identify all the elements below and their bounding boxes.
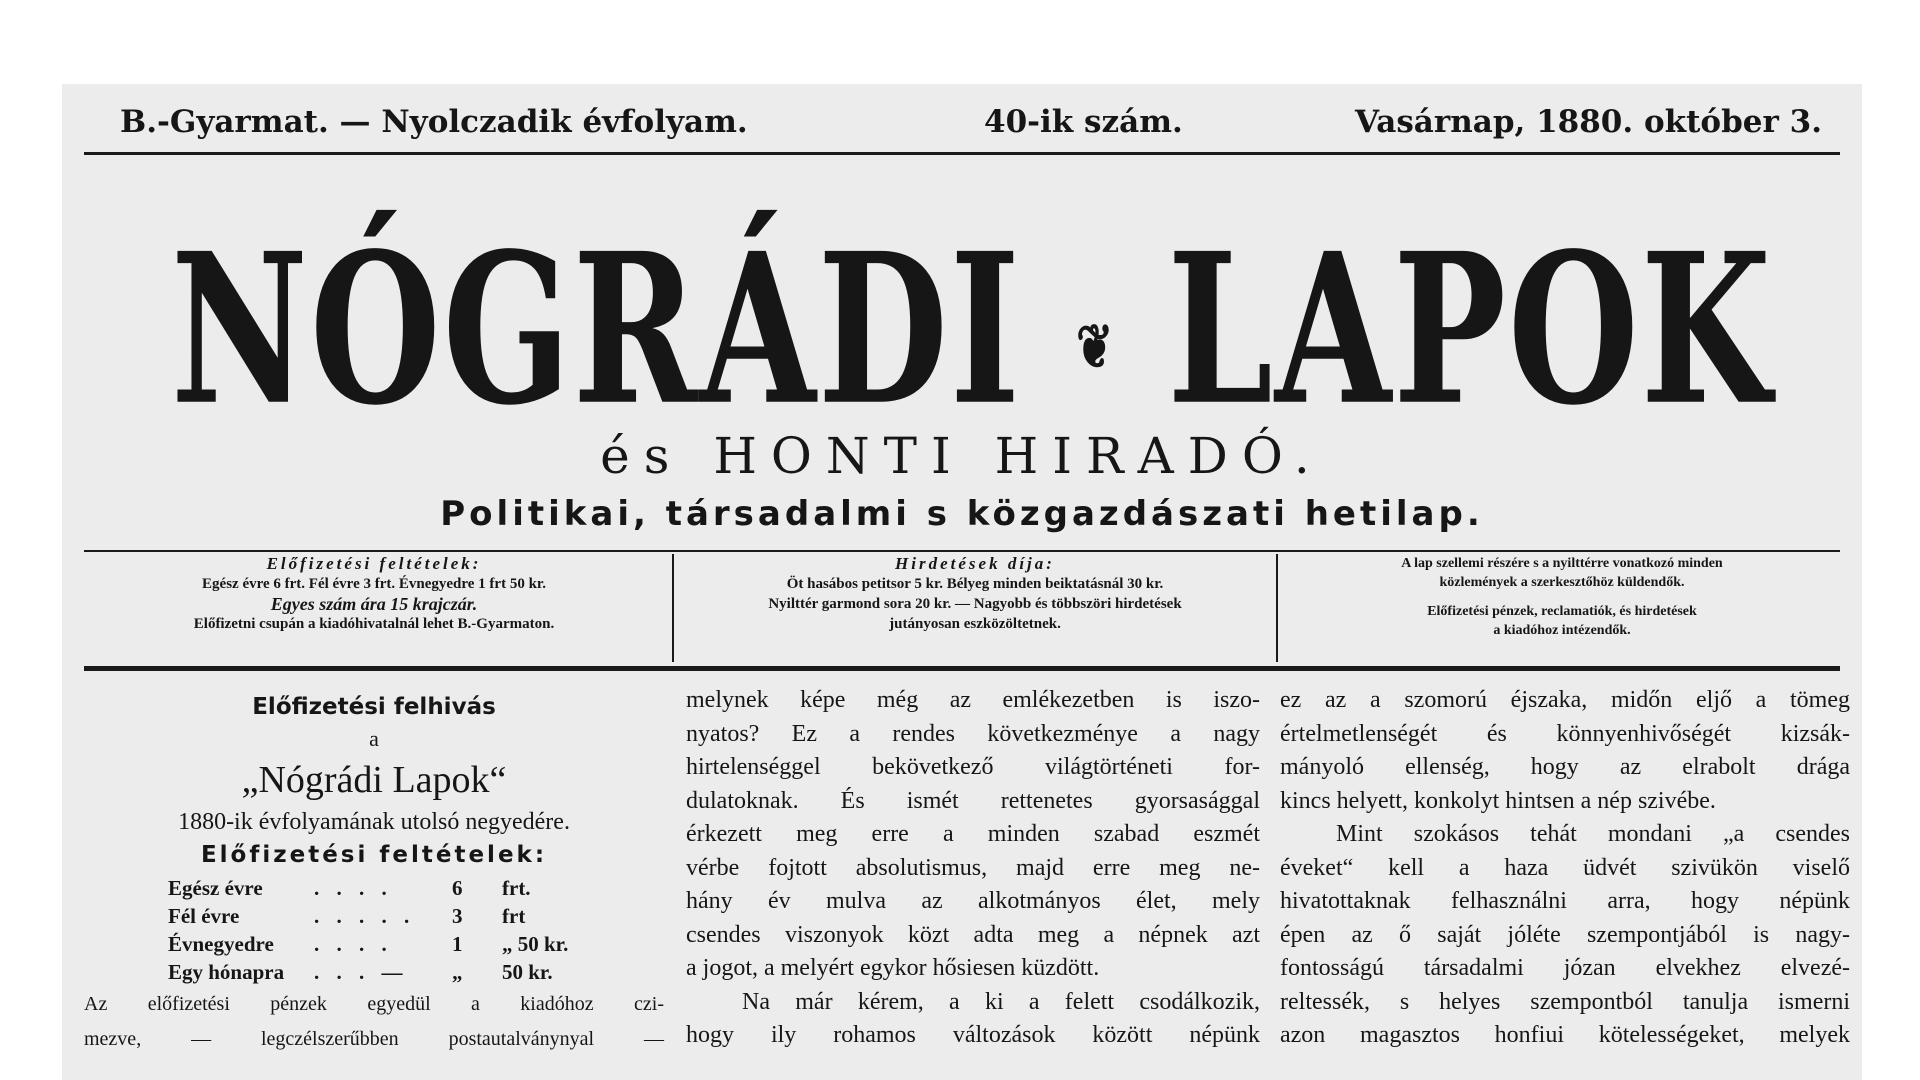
issue-number: 40-ik szám. bbox=[984, 104, 1183, 140]
editorial-line: közlemények a szerkesztőhöz küldendők. bbox=[1439, 575, 1685, 590]
editorial-line: A lap szellemi részére s a nyilttérre vonatkozó minden bbox=[1401, 556, 1723, 571]
text-line: fontosságú társadalmi józan elvekhez elvezé- bbox=[1280, 955, 1850, 981]
price-row bbox=[84, 900, 664, 928]
ornament-icon: ❦ bbox=[1076, 312, 1114, 383]
text-line: éveket“ kell a haza üdvét szivükön viselő bbox=[1280, 854, 1850, 881]
editorial-box bbox=[1284, 554, 1840, 640]
tagline: Politikai, társadalmi s közgazdászati hetilap. bbox=[440, 494, 1484, 534]
article-column-2 bbox=[686, 684, 1260, 1053]
subscription-call-column bbox=[84, 684, 664, 1054]
text-line: vérbe fojtott absolutismus, majd erre meg ne- bbox=[686, 854, 1260, 881]
ads-heading: Hirdetések díja: bbox=[895, 554, 1055, 573]
text-line: Mint szokásos tehát mondani „a csendes bbox=[1336, 821, 1850, 847]
price-unit: frt bbox=[502, 904, 526, 928]
text-line: mányoló ellenség, hogy az elrabolt drága bbox=[1280, 754, 1850, 780]
price-label: Fél évre bbox=[168, 904, 240, 928]
price-row bbox=[84, 872, 664, 900]
price-row bbox=[84, 928, 664, 956]
issue-date: Vasárnap, 1880. október 3. bbox=[1355, 104, 1822, 140]
title-word-1: NÓGRÁDI bbox=[170, 208, 1023, 452]
newspaper-page bbox=[62, 84, 1862, 1080]
call-note-line: mezve, — legczélszerűbben postautalványnyal — bbox=[84, 1028, 664, 1050]
terms-heading: Előfizetési feltételek: bbox=[200, 842, 548, 868]
text-line: a jogot, a melyért egykor hősiesen küzdött. bbox=[686, 955, 1100, 981]
issue-info-line bbox=[120, 104, 1822, 144]
text-line: értelmetlenségét és könnyenhivőségét kizsák- bbox=[1280, 720, 1850, 747]
text-line: dulatoknak. És ismét rettenetes gyorsasággal bbox=[686, 787, 1260, 814]
text-line: reltessék, s helyes szempontból tanulja ismerni bbox=[1280, 988, 1850, 1015]
price-label: Évnegyedre bbox=[168, 932, 274, 956]
price-amount: 1 bbox=[452, 932, 463, 956]
paper-name: „Nógrádi Lapok“ bbox=[241, 759, 507, 801]
band-divider bbox=[672, 554, 674, 662]
text-line: érkezett meg erre a minden szabad eszmét bbox=[686, 821, 1260, 847]
price-amount: 3 bbox=[452, 904, 463, 928]
top-rule bbox=[84, 152, 1840, 155]
subscription-line: Előfizetni csupán a kiadóhivatalnál lehet B.-Gyarmaton. bbox=[193, 616, 555, 632]
price-amount: „ bbox=[452, 960, 463, 984]
article-column-3 bbox=[1280, 684, 1850, 1053]
price-dots: . . . — bbox=[314, 960, 409, 984]
call-note-line: Az előfizetési pénzek egyedül a kiadóhoz czi- bbox=[84, 993, 664, 1015]
price-row bbox=[84, 956, 664, 984]
subscription-heading: Előfizetési feltételek: bbox=[266, 554, 482, 573]
single-copy-price: Egyes szám ára 15 krajczár. bbox=[270, 594, 478, 614]
price-amount: 6 bbox=[452, 876, 463, 900]
band-top-rule bbox=[84, 550, 1840, 552]
conditions-band bbox=[84, 554, 1840, 662]
ads-box bbox=[680, 554, 1270, 634]
text-line: azon magasztos honfiui kötelességeket, melyek bbox=[1280, 1022, 1850, 1048]
text-line: kincs helyett, konkolyt hintsen a nép szivébe. bbox=[1280, 787, 1716, 814]
text-line: hivatottaknak felhasználni arra, hogy népünk bbox=[1280, 888, 1850, 914]
price-unit: 50 kr. bbox=[502, 960, 553, 984]
editorial-line: a kiadóhoz intézendők. bbox=[1493, 623, 1631, 638]
text-line: hirtelenséggel bekövetkező világtörténeti for- bbox=[686, 754, 1260, 780]
ads-line: Öt hasábos petitsor 5 kr. Bélyeg minden beiktatásnál 30 kr. bbox=[786, 576, 1164, 592]
price-label: Egy hónapra bbox=[168, 960, 285, 984]
text-line: épen az ő saját jóléte szempontjából is nagy- bbox=[1280, 921, 1850, 948]
price-dots: . . . . bbox=[314, 932, 393, 956]
band-bottom-rule bbox=[84, 666, 1840, 671]
text-line: hány év mulva az alkotmányos élet, mely bbox=[686, 888, 1260, 914]
text-line: csendes viszonyok közt adta meg a népnek azt bbox=[686, 921, 1260, 948]
subtitle: és HONTI HIRADÓ. bbox=[600, 427, 1324, 485]
price-label: Egész évre bbox=[168, 876, 263, 900]
text-line: Na már kérem, a ki a felett csodálkozik, bbox=[742, 988, 1260, 1015]
subscription-line: Egész évre 6 frt. Fél évre 3 frt. Évnegyedre 1 frt 50 kr. bbox=[202, 576, 546, 592]
text-line: hogy ily rohamos változások között népünk bbox=[686, 1022, 1260, 1048]
price-unit: frt. bbox=[502, 876, 531, 900]
text-line: nyatos? Ez a rendes következménye a nagy bbox=[686, 720, 1260, 747]
price-unit: „ 50 kr. bbox=[502, 932, 569, 956]
year-line: 1880-ik évfolyamának utolsó negyedére. bbox=[178, 809, 570, 835]
editorial-line: Előfizetési pénzek, reclamatiók, és hirdetések bbox=[1427, 604, 1697, 619]
price-dots: . . . . bbox=[314, 876, 393, 900]
subscription-box bbox=[84, 554, 664, 634]
text-line: melynek képe még az emlékezetben is iszo- bbox=[686, 687, 1260, 713]
call-small-a: a bbox=[369, 726, 379, 751]
place-volume: B.-Gyarmat. — Nyolczadik évfolyam. bbox=[120, 104, 748, 140]
text-line: ez az a szomorú éjszaka, midőn eljő a tömeg bbox=[1280, 687, 1850, 713]
price-dots: . . . . . bbox=[314, 904, 416, 928]
title-word-2: LAPOK bbox=[1167, 208, 1774, 452]
band-divider bbox=[1276, 554, 1278, 662]
ads-line: Nyilttér garmond sora 20 kr. — Nagyobb és többszöri hirdetések bbox=[768, 596, 1182, 612]
masthead bbox=[142, 192, 1802, 452]
ads-line: jutányosan eszközöltetnek. bbox=[889, 616, 1061, 632]
call-heading: Előfizetési felhivás bbox=[252, 694, 496, 720]
